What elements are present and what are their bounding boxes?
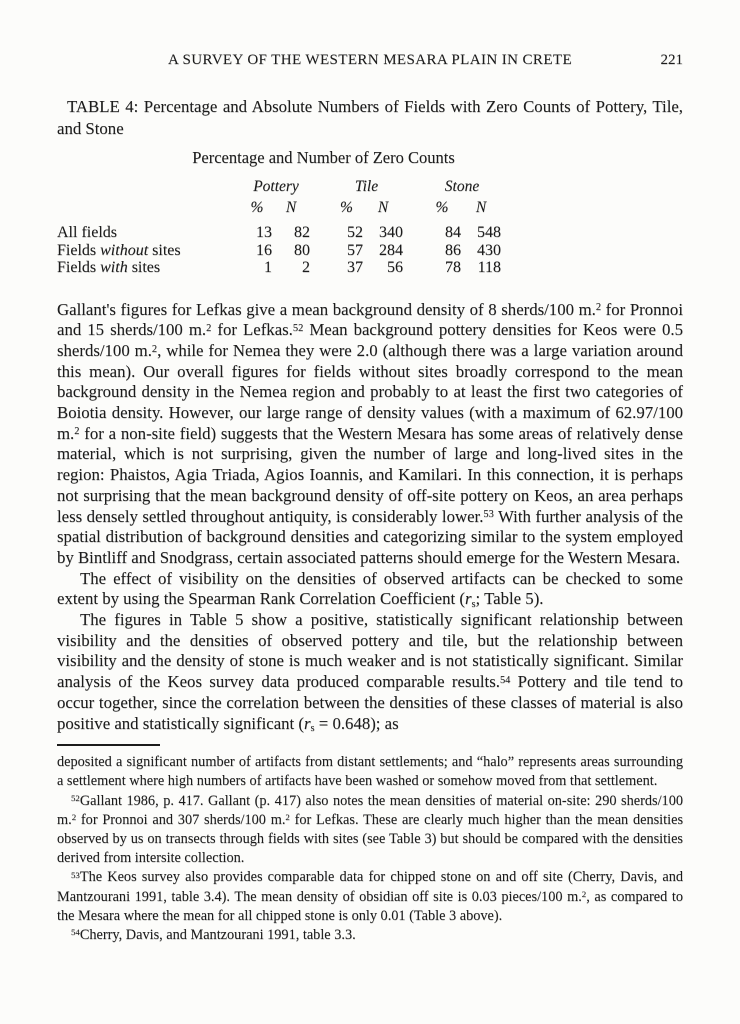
table-cell: 78 — [445, 259, 461, 276]
zero-counts-table — [57, 178, 501, 277]
header-n: N — [377, 198, 389, 216]
footnote-continuation — [57, 753, 683, 791]
footnote-text: Gallant 1986, p. 417. Gallant (p. 417) also notes the mean densities of material on-site: 290 sherds/100 m.$^2$ for Pronnoi and 307 sherds/100 m.$^2$ for Lefkas. These are clearly much higher than the mean densities observed by us on transects through fields with sites (see Table 3) but should be compared with the densities derived from intersite collection. — [57, 792, 684, 867]
page-header — [57, 52, 683, 72]
footnote-53 — [57, 868, 683, 926]
spacer-cell — [310, 242, 330, 260]
spacer-cell — [403, 178, 423, 199]
footnotes — [57, 753, 683, 945]
paragraph-1: Gallant's figures for Lefkas give a mean background density of 8 sherds/100 m.$^2$ for Pronnoi and 15 sherds/100 m.$^2$ for Lefkas.$^{52}$ Mean background pottery densities for Keos were 0.5 sherds/100 m.$^2$, while for Nemea they were 2.0 (although there was a large variation around this mean). Our overall figures for fields without sites broadly correspond to the mean background density in the Nemea region and probably to at least the first two categories of Boiotia density. However, our large range of density values (with a maximum of 62.97/100 m.$^2$ for a non-site field) suggests that the Western Mesara has some areas of relatively dense material, which is not surprising, given the number of large and long-lived sites in the region: Phaistos, Agia Triada, Agios Ioannis, and Kamilari. In this connection, it is perhaps not surprising that the mean background density of off-site pottery on Keos, an area perhaps less densely settled throughout antiquity, is considerably lower.$^{53}$ With further analysis of the spatial distribution of background densities and categorizing similar to the system employed by Bintliff and Snodgrass, certain associated patterns should emerge for the Western Mesara. — [57, 299, 684, 567]
col-group-pottery: Pottery — [253, 178, 299, 195]
row-label: Fields with sites — [57, 259, 161, 276]
footnote-number: 54 — [71, 927, 80, 938]
spacer-cell — [310, 199, 330, 225]
paragraph-3: The figures in Table 5 show a positive, statistically significant relationship between visibility and the densities of observed pottery and tile, but the relationship between visibility and the density of stone is much weaker and is not statistically significant. Similar analysis of the Keos survey data produced comparable results.$^{54}$ Pottery and tile tend to occur together, since the correlation between the densities of these classes of material is also positive and statistically significant $(r_s = 0.648)$; as — [57, 610, 684, 734]
spacer-cell — [310, 259, 330, 277]
table-cell: 84 — [445, 224, 461, 241]
footnote-54 — [57, 926, 683, 945]
table-title: Percentage and Number of Zero Counts — [192, 148, 455, 167]
header-percent: % — [340, 198, 353, 216]
footnote-rule — [57, 744, 160, 746]
footnote-text: The Keos survey also provides comparable data for chipped stone on and off site (Cherry, Davis, and Mantzourani 1991, table 3.4). The mean density of obsidian off site is 0.03 pieces/100 m.$^2$, as compared to the Mesara where the mean for all chipped stone is only 0.01 (Table 3 above). — [57, 869, 683, 924]
sub-header-row — [57, 199, 501, 225]
table-row — [57, 242, 501, 260]
table-cell: 80 — [294, 241, 310, 259]
table-cell: 118 — [477, 259, 501, 276]
table-cell: 16 — [256, 241, 272, 259]
col-group-stone: Stone — [444, 178, 480, 195]
table-cell: 548 — [477, 224, 501, 241]
footnote-text: deposited a significant number of artifacts from distant settlements; and “halo” represents areas surrounding a settlement where high numbers of artifacts have been washed or somehow moved from that settlement. — [57, 754, 683, 790]
table-cell: 56 — [387, 259, 403, 276]
header-percent: % — [250, 198, 264, 216]
table-cell: 284 — [379, 241, 403, 259]
page-number: 221 — [660, 52, 683, 68]
spacer-cell — [403, 242, 423, 260]
table-cell: 86 — [445, 241, 461, 259]
spacer-cell — [310, 224, 330, 242]
col-group-tile: Tile — [354, 178, 379, 195]
row-label: All fields — [57, 224, 117, 241]
spacer-cell — [57, 178, 242, 199]
table-cell: 1 — [264, 259, 272, 276]
footnote-text: Cherry, Davis, and Mantzourani 1991, table 3.3. — [79, 927, 356, 944]
table-cell: 430 — [477, 241, 501, 259]
table-row — [57, 259, 501, 277]
running-head: A SURVEY OF THE WESTERN MESARA PLAIN IN CRETE — [167, 52, 573, 68]
table-cell: 57 — [347, 241, 363, 259]
spacer-cell — [403, 199, 423, 225]
header-n: N — [475, 198, 487, 216]
spacer-cell — [57, 199, 242, 225]
footnote-number: 52 — [71, 792, 80, 803]
table-cell: 13 — [256, 224, 272, 241]
table-cell: 52 — [347, 224, 363, 241]
spacer-cell — [403, 224, 423, 242]
table-row — [57, 224, 501, 242]
header-n: N — [285, 198, 297, 216]
footnote-52 — [57, 792, 683, 869]
table-cell: 340 — [379, 224, 403, 241]
table-cell: 82 — [294, 224, 310, 241]
spacer-cell — [310, 178, 330, 199]
table-caption: TABLE 4: Percentage and Absolute Numbers of Fields with Zero Counts of Pottery, Tile, and Stone — [57, 97, 683, 138]
column-group-row — [57, 178, 501, 199]
table-cell: 2 — [302, 259, 310, 276]
paragraph-2: The effect of visibility on the densities of observed artifacts can be checked to some extent by using the Spearman Rank Correlation Coefficient ($r_s$; Table 5). — [57, 568, 683, 610]
spacer-cell — [403, 259, 423, 277]
header-percent: % — [435, 198, 449, 216]
footnote-number: 53 — [71, 869, 80, 880]
row-label: Fields without sites — [57, 241, 181, 259]
body-text — [57, 300, 683, 735]
table-cell: 37 — [347, 259, 363, 276]
table-zero-counts — [57, 148, 590, 277]
